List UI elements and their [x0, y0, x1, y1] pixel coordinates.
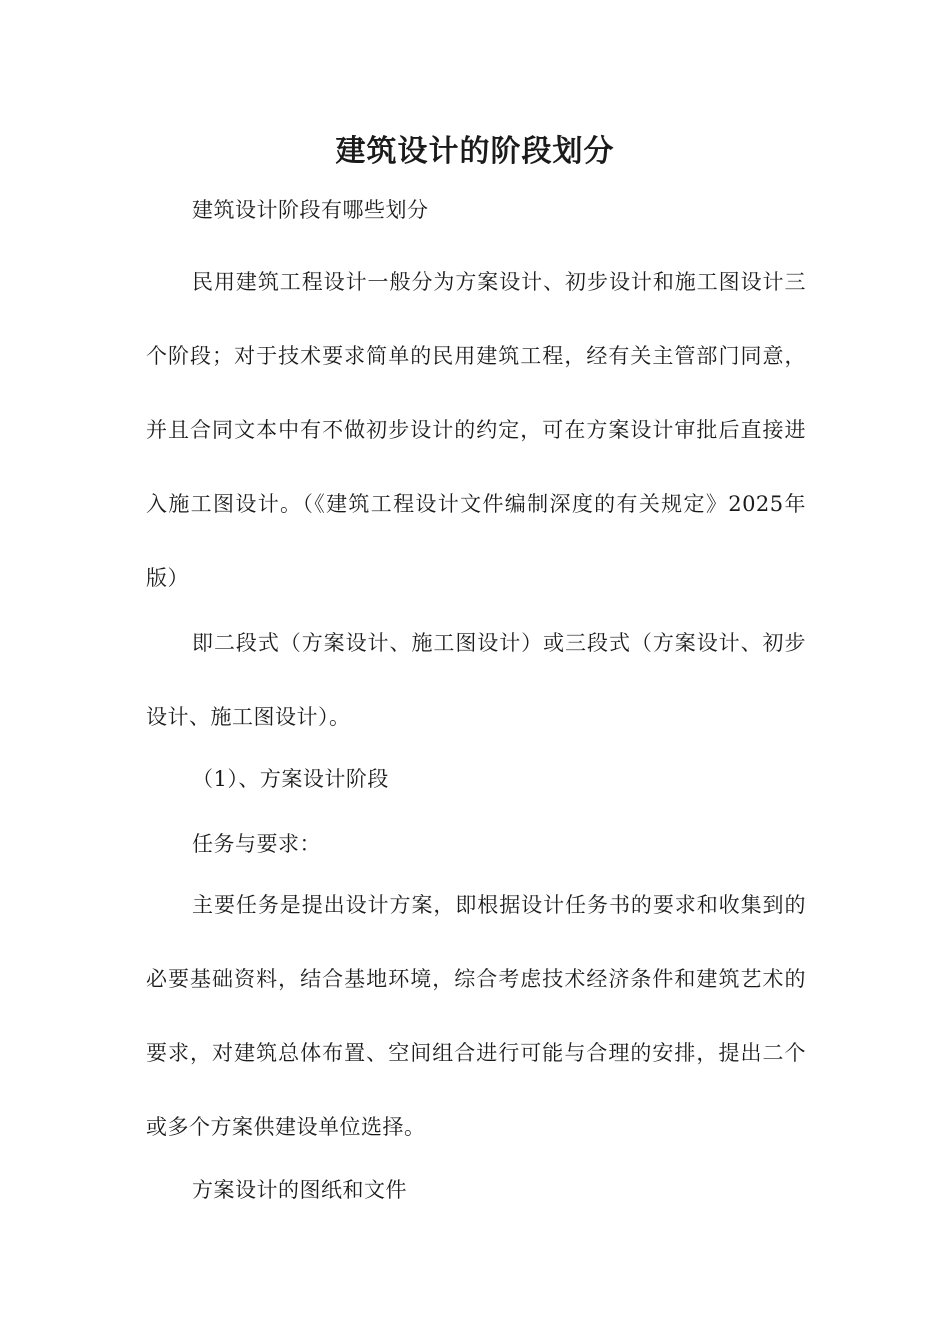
paragraph-main-tasks: 主要任务是提出设计方案，即根据设计任务书的要求和收集到的必要基础资料，结合基地环境，综合考虑技术经济条件和建筑艺术的要求，对建筑总体布置、空间组合进行可能与合理的安排，提出二个或多个方案供建设单位选择。 [146, 893, 806, 1139]
paragraph-tasks-label: 任务与要求： [192, 832, 321, 856]
paragraph-design-stages: 民用建筑工程设计一般分为方案设计、初步设计和施工图设计三个阶段；对于技术要求简单的民用建筑工程，经有关主管部门同意，并且合同文本中有不做初步设计的约定，可在方案设计审批后直接进入施工图设计。（《建筑工程设计文件编制深度的有关规定》2025年版） [146, 270, 806, 590]
document-title: 建筑设计的阶段划分 [335, 134, 615, 169]
paragraph-section-heading: （1）、方案设计阶段 [192, 767, 389, 791]
paragraph-two-three-stage: 即二段式（方案设计、施工图设计）或三段式（方案设计、初步设计、施工图设计）。 [146, 631, 806, 729]
paragraph-drawings-files: 方案设计的图纸和文件 [192, 1178, 407, 1202]
paragraph-subtitle: 建筑设计阶段有哪些划分 [192, 198, 429, 222]
